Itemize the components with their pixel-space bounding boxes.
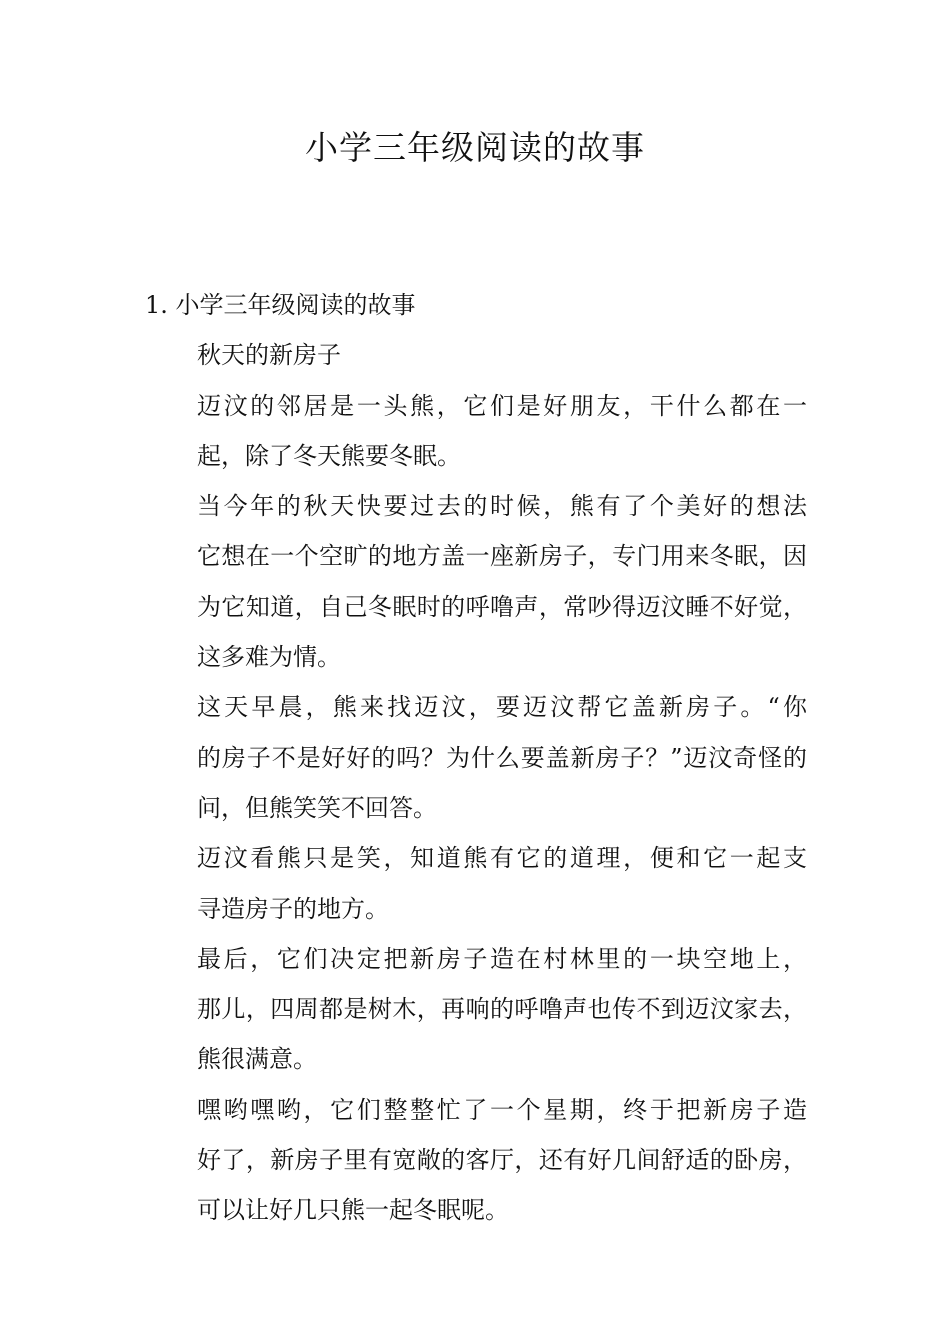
- paragraph-3: [145, 682, 807, 833]
- paragraph-1: [145, 381, 807, 482]
- paragraph-line: 迈汶看熊只是笑，知道熊有它的道理，便和它一起支: [197, 844, 807, 873]
- paragraph-line: 这多难为情。: [197, 643, 341, 672]
- paragraph-6: [145, 1085, 807, 1236]
- paragraph-line: 起，除了冬天熊要冬眠。: [197, 441, 461, 470]
- paragraph-line: 迈汶的邻居是一头熊，它们是好朋友，干什么都在一: [197, 391, 807, 420]
- paragraph-line: 那儿，四周都是树木，再响的呼噜声也传不到迈汶家去，: [197, 995, 807, 1024]
- paragraph-line: 它想在一个空旷的地方盖一座新房子，专门用来冬眠，因: [197, 542, 807, 571]
- paragraph-line: 这天早晨，熊来找迈汶，要迈汶帮它盖新房子。“你: [197, 693, 807, 722]
- document-body: [145, 280, 807, 1236]
- document-title: 小学三年级阅读的故事: [305, 128, 645, 167]
- paragraph-line: 最后，它们决定把新房子造在村林里的一块空地上，: [197, 944, 807, 973]
- paragraph-line: 的房子不是好好的吗？为什么要盖新房子？”迈汶奇怪的: [197, 743, 807, 772]
- paragraph-line: 好了，新房子里有宽敞的客厅，还有好几间舒适的卧房，: [197, 1146, 807, 1175]
- paragraph-2: [145, 481, 807, 682]
- paragraph-4: [145, 833, 807, 934]
- section-heading: 1. 小学三年级阅读的故事: [145, 291, 416, 319]
- paragraph-line: 寻造房子的地方。: [197, 894, 389, 923]
- paragraph-5: [145, 934, 807, 1085]
- story-title: 秋天的新房子: [197, 341, 341, 370]
- paragraph-line: 问，但熊笑笑不回答。: [197, 793, 437, 822]
- paragraph-line: 当今年的秋天快要过去的时候，熊有了个美好的想法: [197, 492, 807, 521]
- paragraph-line: 嘿哟嘿哟，它们整整忙了一个星期，终于把新房子造: [197, 1095, 807, 1124]
- paragraph-line: 为它知道，自己冬眠时的呼噜声，常吵得迈汶睡不好觉，: [197, 592, 807, 621]
- paragraph-line: 可以让好几只熊一起冬眠呢。: [197, 1196, 509, 1225]
- paragraph-line: 熊很满意。: [197, 1045, 317, 1074]
